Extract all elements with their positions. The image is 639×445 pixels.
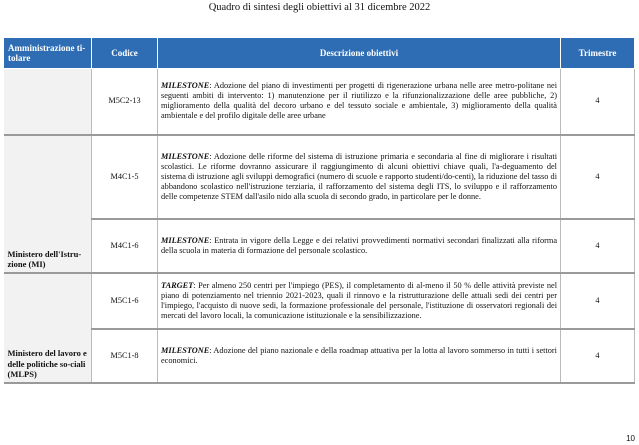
code-cell: M4C1-6 <box>92 219 158 273</box>
header-admin: Amministrazione ti-tolare <box>4 38 92 69</box>
description-cell <box>158 329 561 383</box>
objective-text: : Adozione delle riforme del sistema di istruzione primaria e secondaria al fine di migliorare i risultati scolastici. Le riforme dovranno assicurare il raggiungimento di alcuni obiettivi chiave quali, l'a-deguamento del sistema di istruzione agli sviluppi demografici (numero di scuole e rapporto studenti/do-centi), la riduzione del tasso di abbandono scolastico nell'istruzione terziaria, il rafforzamento del sistema degli ITS, lo sviluppo e il rafforzamento delle competenze STEM dall'asilo nido alla scuola di secondo grado, in particolare per le donne. <box>161 151 557 201</box>
objective-text: : Adozione del piano di investimenti per progetti di rigenerazione urbana nelle aree metro-politane nei seguenti ambiti di intervento: 1) manutenzione per il riutilizzo e la rifunzionalizzazione delle aree pubbliche, 2) miglioramento della qualità del decoro urbano e del tessuto sociale e ambientale, 3) miglioramento della qualità ambientale e del profilo digitale delle aree urbane <box>161 81 557 121</box>
objective-text: : Per almeno 250 centri per l'impiego (PES), il completamento di al-meno il 50 % delle attività previste nel piano di potenziamento nel triennio 2021-2023, quali il rinnovo e la ristrutturazione delle attuali sedi dei centri per l'impiego, l'acquisto di nuove sedi, la formazione professionale del personale, l'istituzione di osservatori regionali dei mercati del lavoro locali, la comunicazione istituzionale e la sensibilizzazione. <box>161 280 557 320</box>
code-cell: M5C1-6 <box>92 273 158 329</box>
admin-cell: Ministero del lavoro e delle politiche so-ciali (MLPS) <box>4 273 92 383</box>
objective-type: MILESTONE <box>161 81 210 91</box>
page-title: Quadro di sintesi degli obiettivi al 31 dicembre 2022 <box>208 2 431 13</box>
quarter-cell: 4 <box>561 69 635 135</box>
objectives-table <box>3 37 635 384</box>
code-cell: M5C2-13 <box>92 69 158 135</box>
header-quarter: Trimestre <box>561 38 635 69</box>
description-cell <box>158 69 561 135</box>
description-cell <box>158 273 561 329</box>
page-number: 10 <box>626 434 635 443</box>
admin-cell <box>4 69 92 135</box>
code-cell: M4C1-5 <box>92 135 158 219</box>
quarter-cell: 4 <box>561 135 635 219</box>
table-row <box>4 273 635 329</box>
objective-text: : Entrata in vigore della Legge e dei relativi provvedimenti normativi secondari finalizzati alla riforma della scuola in materia di formazione del personale scolastico. <box>161 235 557 255</box>
header-code: Codice <box>92 38 158 69</box>
objective-type: TARGET <box>161 280 194 290</box>
table-row <box>4 219 635 273</box>
objective-type: MILESTONE <box>161 235 210 245</box>
quarter-cell: 4 <box>561 329 635 383</box>
code-cell: M5C1-8 <box>92 329 158 383</box>
admin-cell: Ministero dell'Istru-zione (MI) <box>4 135 92 273</box>
table-header-row <box>4 38 635 69</box>
table-row <box>4 69 635 135</box>
description-cell <box>158 219 561 273</box>
quarter-cell: 4 <box>561 219 635 273</box>
quarter-cell: 4 <box>561 273 635 329</box>
objective-text: : Adozione del piano nazionale e della roadmap attuativa per la lotta al lavoro sommerso in tutti i settori economici. <box>161 345 557 365</box>
header-description: Descrizione obiettivi <box>158 38 561 69</box>
description-cell <box>158 135 561 219</box>
objective-type: MILESTONE <box>161 151 210 161</box>
objective-type: MILESTONE <box>161 345 210 355</box>
table-row <box>4 135 635 219</box>
table-row <box>4 329 635 383</box>
